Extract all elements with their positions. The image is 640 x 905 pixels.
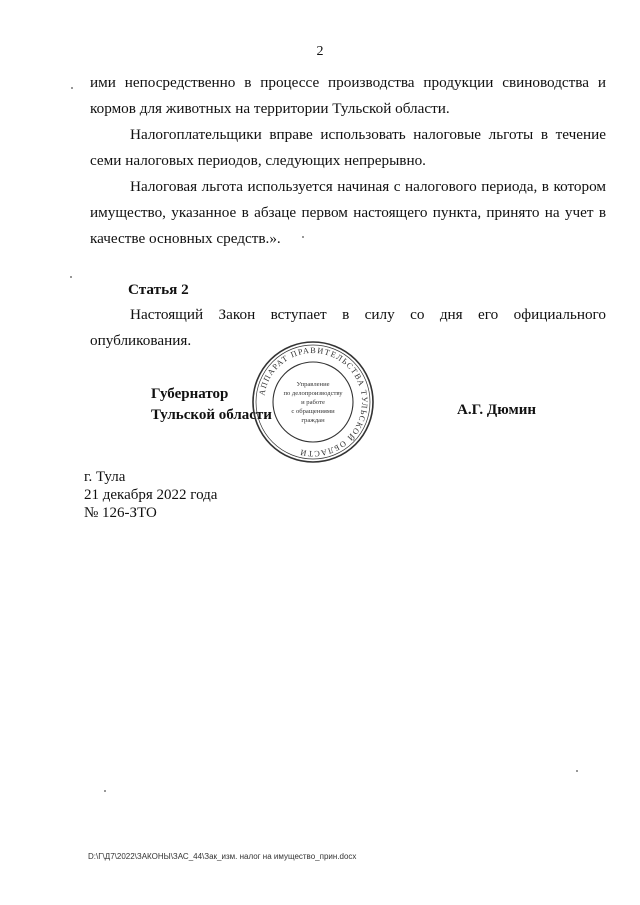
paragraph-continuation bbox=[90, 70, 606, 122]
city: г. Тула bbox=[84, 469, 126, 485]
scan-speck bbox=[302, 236, 304, 238]
file-path-footer: D:\Г\Д7\2022\ЗАКОНЫ\ЗАС_44\Зак_изм. налог на имущество_прин.docx bbox=[88, 852, 357, 861]
law-number: № 126-ЗТО bbox=[84, 505, 157, 521]
text-line: опубликования. bbox=[90, 332, 192, 349]
stamp-center-line: Управление bbox=[296, 381, 330, 388]
signatory-title-line: Тульской области bbox=[151, 407, 272, 423]
document-meta bbox=[84, 468, 217, 522]
scan-speck bbox=[71, 87, 73, 89]
stamp-center-line: и работе bbox=[301, 399, 325, 406]
signatory-name: А.Г. Дюмин bbox=[457, 402, 537, 418]
text-line: Налогоплательщики вправе использовать налоговые льготы в течение bbox=[130, 126, 606, 143]
scan-speck bbox=[70, 276, 72, 278]
official-stamp bbox=[251, 340, 375, 464]
paragraph-tax-period bbox=[90, 174, 606, 252]
scan-speck bbox=[576, 770, 578, 772]
text-line: Налоговая льгота используется начиная с налогового периода, в котором bbox=[130, 178, 606, 195]
paragraph-tax-benefits bbox=[90, 122, 606, 174]
text-line: имущество, указанное в абзаце первом настоящего пункта, принято на учет в bbox=[90, 204, 606, 221]
stamp-center-line: граждан bbox=[301, 417, 325, 424]
stamp-center-line: по делопроизводству bbox=[283, 390, 343, 397]
scan-speck bbox=[104, 790, 106, 792]
page-number: 2 bbox=[316, 44, 324, 59]
article-heading: Статья 2 bbox=[128, 281, 189, 298]
stamp-ring-text: АППАРАТ ПРАВИТЕЛЬСТВА ТУЛЬСКОЙ ОБЛАСТИ bbox=[257, 345, 370, 459]
text-line: Настоящий Закон вступает в силу со дня его официального bbox=[130, 306, 606, 323]
date: 21 декабря 2022 года bbox=[84, 487, 218, 503]
text-line: семи налоговых периодов, следующих непрерывно. bbox=[90, 152, 426, 169]
text-line: качестве основных средств.». bbox=[90, 230, 281, 247]
text-line: ими непосредственно в процессе производства продукции свиноводства и bbox=[90, 74, 606, 91]
text-line: кормов для животных на территории Тульской области. bbox=[90, 100, 450, 117]
signatory-title-line: Губернатор bbox=[151, 386, 229, 402]
stamp-center-line: с обращениями bbox=[291, 408, 335, 415]
stamp-seal-icon bbox=[251, 340, 375, 464]
